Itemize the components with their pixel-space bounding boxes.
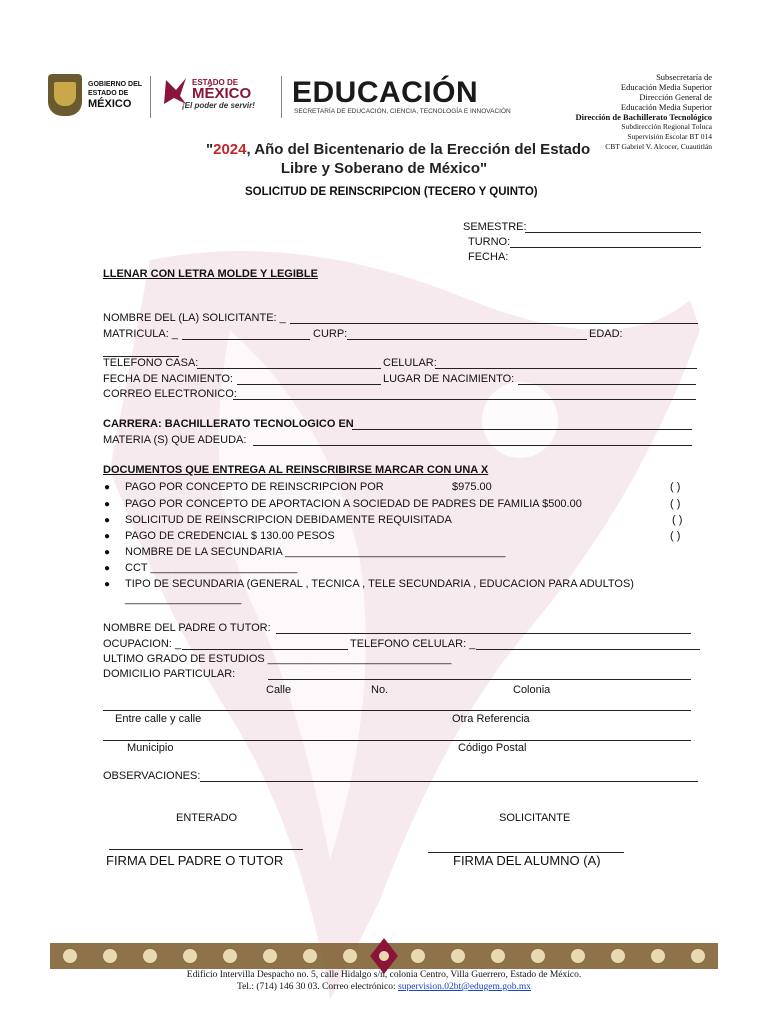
semestre-field[interactable] [525,232,701,233]
telefono-casa-label: TELEFONO CASA: [103,357,199,369]
edomex-brand-text [182,78,255,110]
ultimo-grado-label: ULTIMO GRADO DE ESTUDIOS ______________________________ [103,653,452,665]
edad-label: EDAD: [589,328,623,340]
header-right-block [575,72,712,152]
divider-2 [281,76,282,118]
ocupacion-field[interactable] [182,649,348,650]
bullet-icon: ● [104,547,111,558]
correo-label: CORREO ELECTRONICO: [103,388,237,400]
gob-edomex-logo [48,74,82,116]
doc-item-4: PAGO DE CREDENCIAL $ 130.00 PESOS [125,530,335,542]
matricula-label: MATRICULA: _ [103,328,178,340]
fecha-nacimiento-field[interactable] [237,384,381,385]
gob-line-1: GOBIERNO DEL [88,81,143,88]
right-line-1: Subsecretaría de [656,72,712,82]
fecha-nacimiento-label: FECHA DE NACIMIENTO: [103,373,233,385]
divider-1 [150,76,151,118]
curp-field[interactable] [347,339,587,340]
celular-label: CELULAR: [383,357,437,369]
doc-item-1: PAGO POR CONCEPTO DE REINSCRIPCION POR [125,481,384,493]
no-label: No. [371,684,389,696]
footer-address: Edificio Intervilla Despacho no. 5, calle Hidalgo s/n, colonia Centro, Villa Guerrero, Estado de México. [186,970,582,980]
bullet-icon: ● [104,482,111,493]
coat-of-arms-icon [48,74,82,116]
correo-field[interactable] [233,399,696,400]
footer-contact [0,982,768,992]
entre-calle-label: Entre calle y calle [115,713,202,725]
right-line-3: Dirección General de [639,92,712,102]
footer-tel: Tel.: (714) 146 30 03. Correo electrónico: [236,982,399,992]
right-line-2: Educación Media Superior [620,82,712,92]
bullet-icon: ● [104,563,111,574]
educacion-subtitle: SECRETARÍA DE EDUCACIÓN, CIENCIA, TECNOLOGÍA E INNOVACIÓN [294,108,511,115]
bullet-icon: ● [104,499,111,510]
form-title: SOLICITUD DE REINSCRIPCION (TECERO Y QUINTO) [245,186,538,198]
firma-alumno-label: FIRMA DEL ALUMNO (A) [453,853,601,868]
bullet-icon: ● [104,579,111,590]
turno-label: TURNO: [468,236,511,248]
otra-referencia-label: Otra Referencia [452,713,530,725]
doc-item-2: PAGO POR CONCEPTO DE APORTACION A SOCIEDAD DE PADRES DE FAMILIA $500.00 [125,498,582,510]
instruction-text: LLENAR CON LETRA MOLDE Y LEGIBLE [103,268,318,280]
curp-label: CURP: [313,328,348,340]
nombre-label: NOMBRE DEL (LA) SOLICITANTE: _ [103,312,286,324]
solicitante-label: SOLICITANTE [499,812,571,824]
edomex-brand-top: ESTADO DE [192,78,239,87]
telefono-celular-field[interactable] [476,649,700,650]
doc-item-3: SOLICITUD DE REINSCRIPCION DEBIDAMENTE REQUISITADA [125,514,452,526]
lugar-nacimiento-label: LUGAR DE NACIMIENTO: [383,373,515,385]
observaciones-field[interactable] [200,781,698,782]
semestre-label: SEMESTRE: [463,221,527,233]
lugar-nacimiento-field[interactable] [518,384,696,385]
calle-label: Calle [266,684,292,696]
right-line-7: Supervisión Escolar BT 014 [627,132,712,141]
doc-item-6: CCT ________________________ [125,562,298,574]
municipio-label: Municipio [127,742,174,754]
turno-field[interactable] [510,247,701,248]
footer-email-link[interactable]: supervision.02bt@edugem.gob.mx [398,982,532,992]
domicilio-label: DOMICILIO PARTICULAR: [103,668,236,680]
colonia-label: Colonia [513,684,551,696]
year-number: 2024 [213,141,247,158]
bullet-icon: ● [104,531,111,542]
padre-label: NOMBRE DEL PADRE O TUTOR: [103,622,271,634]
footer-ornament [50,938,718,974]
doc-item-2-checkbox[interactable]: ( ) [670,498,681,510]
tipo-secundaria-line[interactable]: ___________________ [125,593,242,605]
doc-item-5: NOMBRE DE LA SECUNDARIA ____________________________________ [125,546,506,558]
edomex-brand-main: MÉXICO [192,85,252,102]
doc-item-7: TIPO DE SECUNDARIA (GENERAL , TECNICA , TELE SECUNDARIA , EDUCACION PARA ADULTOS) [125,578,634,590]
right-line-8: CBT Gabriel V. Alcocer, Cuautitlán [605,142,712,151]
domicilio-field[interactable] [268,679,691,680]
watermark-circle [482,382,558,458]
codigo-postal-label: Código Postal [458,742,527,754]
firma-padre-line[interactable] [109,849,303,850]
materias-field[interactable] [253,445,692,446]
doc-item-1-checkbox[interactable]: ( ) [670,481,681,493]
telefono-celular-label: TELEFONO CELULAR: _ [350,638,476,650]
educacion-title: EDUCACIÓN [292,76,479,109]
observaciones-label: OBSERVACIONES: [103,770,201,782]
doc-item-4-checkbox[interactable]: ( ) [670,530,681,542]
nombre-field[interactable] [290,323,698,324]
year-line-2: Libre y Soberano de México" [280,160,488,177]
telefono-casa-field[interactable] [197,368,381,369]
bullet-icon: ● [104,515,111,526]
year-line-1: , Año del Bicentenario de la Erección del Estado [246,141,591,158]
enterado-label: ENTERADO [176,812,238,824]
doc-item-1-amount: $975.00 [452,481,492,493]
documentos-title: DOCUMENTOS QUE ENTREGA AL REINSCRIBIRSE MARCAR CON UNA X [103,464,489,476]
gob-edomex-text [88,80,142,110]
fecha-label: FECHA: [468,251,509,263]
firma-padre-label: FIRMA DEL PADRE O TUTOR [106,853,284,868]
carrera-label: CARRERA: BACHILLERATO TECNOLOGICO EN [103,418,354,430]
right-line-4: Educación Media Superior [620,102,712,112]
carrera-field[interactable] [352,429,692,430]
edomex-slogan: ¡El poder de servir! [182,101,255,110]
padre-field[interactable] [276,633,691,634]
celular-field[interactable] [435,368,697,369]
materias-label: MATERIA (S) QUE ADEUDA: [103,434,247,446]
right-line-5: Dirección de Bachillerato Tecnológico [575,112,712,122]
matricula-field[interactable] [182,339,310,340]
year-quote: " [206,141,214,158]
gob-line-3: MÉXICO [88,98,132,110]
right-line-6: Subdirección Regional Toluca [621,122,712,131]
municipio-field[interactable] [103,740,691,741]
doc-item-3-checkbox[interactable]: ( ) [672,514,683,526]
year-legend [206,140,591,178]
ocupacion-label: OCUPACION: _ [103,638,182,650]
entre-calle-field[interactable] [103,710,691,711]
gob-line-2: ESTADO DE [88,90,129,97]
